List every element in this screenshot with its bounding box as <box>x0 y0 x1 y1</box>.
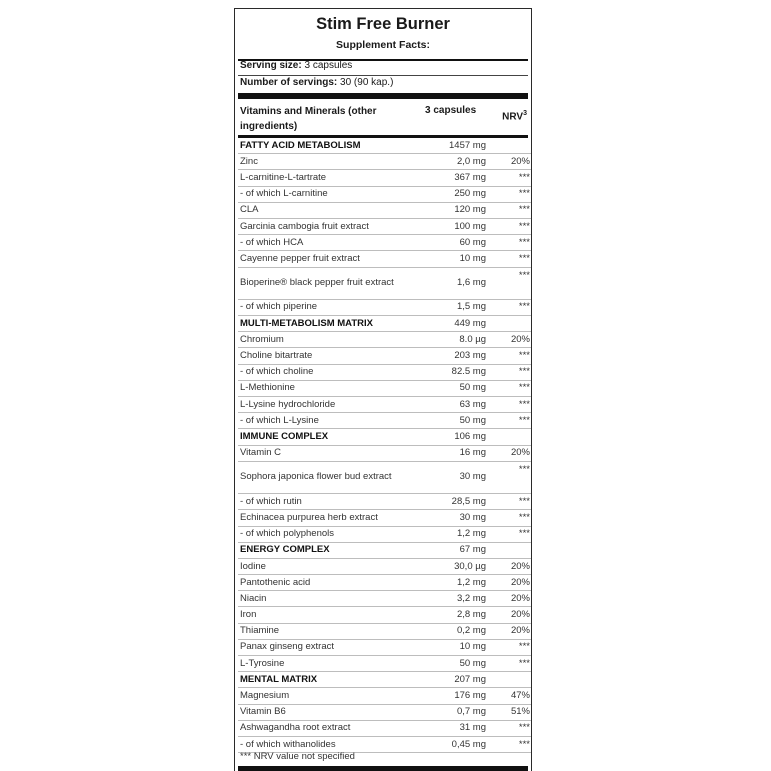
ingredient-row <box>238 299 531 315</box>
ingredient-name: MULTI-METABOLISM MATRIX <box>238 316 422 332</box>
ingredient-nrv: *** <box>486 299 531 315</box>
ingredient-nrv: *** <box>486 494 531 510</box>
ingredient-nrv: 20% <box>486 591 531 607</box>
ingredient-name: Echinacea purpurea herb extract <box>238 510 422 526</box>
ingredient-name: L-Methionine <box>238 380 422 396</box>
ingredient-row <box>238 656 531 672</box>
ingredient-amount: 50 mg <box>422 656 486 672</box>
ingredient-nrv: *** <box>486 202 531 218</box>
ingredient-row <box>238 154 531 170</box>
ingredient-name: Chromium <box>238 332 422 348</box>
ingredient-name: FATTY ACID METABOLISM <box>238 138 422 154</box>
ingredient-amount: 28,5 mg <box>422 494 486 510</box>
divider <box>238 75 528 76</box>
ingredient-amount: 1,2 mg <box>422 526 486 542</box>
ingredient-row <box>238 688 531 704</box>
ingredient-name: L-carnitine-L-tartrate <box>238 170 422 186</box>
ingredients-table <box>238 138 531 753</box>
ingredient-name: - of which L-carnitine <box>238 186 422 202</box>
ingredient-row <box>238 591 531 607</box>
ingredient-amount: 30 mg <box>422 461 486 493</box>
servings-count-value: 30 (90 kap.) <box>337 77 394 88</box>
ingredient-nrv: 20% <box>486 575 531 591</box>
ingredient-amount: 82.5 mg <box>422 364 486 380</box>
ingredient-name: Bioperine® black pepper fruit extract <box>238 267 422 299</box>
ingredient-nrv: *** <box>486 235 531 251</box>
ingredient-nrv <box>486 138 531 154</box>
ingredient-nrv: 20% <box>486 332 531 348</box>
ingredient-row <box>238 413 531 429</box>
ingredient-row <box>238 364 531 380</box>
ingredient-amount: 120 mg <box>422 202 486 218</box>
ingredient-nrv: *** <box>486 656 531 672</box>
ingredient-name: Zinc <box>238 154 422 170</box>
ingredient-row <box>238 720 531 736</box>
ingredient-name: CLA <box>238 202 422 218</box>
ingredient-nrv: *** <box>486 720 531 736</box>
ingredient-nrv: *** <box>486 186 531 202</box>
ingredient-amount: 203 mg <box>422 348 486 364</box>
ingredient-name: - of which withanolides <box>238 736 422 752</box>
column-header-amount: 3 capsules <box>425 105 477 116</box>
thick-divider <box>238 93 528 99</box>
ingredient-name: - of which choline <box>238 364 422 380</box>
ingredient-amount: 30,0 µg <box>422 558 486 574</box>
ingredient-nrv: *** <box>486 413 531 429</box>
ingredient-row <box>238 461 531 493</box>
ingredient-row <box>238 494 531 510</box>
ingredient-amount: 31 mg <box>422 720 486 736</box>
ingredient-amount: 250 mg <box>422 186 486 202</box>
ingredient-name: Thiamine <box>238 623 422 639</box>
ingredient-nrv: *** <box>486 397 531 413</box>
bottom-thick-divider <box>238 766 528 771</box>
ingredient-name: L-Lysine hydrochloride <box>238 397 422 413</box>
ingredient-row <box>238 218 531 234</box>
ingredient-name: Iodine <box>238 558 422 574</box>
ingredient-nrv: *** <box>486 736 531 752</box>
ingredient-row <box>238 397 531 413</box>
ingredient-amount: 106 mg <box>422 429 486 445</box>
ingredient-name: Vitamin C <box>238 445 422 461</box>
nrv-footnote-mark: 3 <box>523 110 527 117</box>
ingredient-row <box>238 445 531 461</box>
ingredient-amount: 0,7 mg <box>422 704 486 720</box>
ingredient-amount: 63 mg <box>422 397 486 413</box>
ingredient-nrv: *** <box>486 526 531 542</box>
ingredient-row <box>238 704 531 720</box>
ingredient-nrv: *** <box>486 267 531 299</box>
ingredient-amount: 0,45 mg <box>422 736 486 752</box>
ingredient-amount: 10 mg <box>422 251 486 267</box>
ingredient-name: Ashwagandha root extract <box>238 720 422 736</box>
ingredient-name: Magnesium <box>238 688 422 704</box>
supplement-facts-panel <box>234 8 532 771</box>
ingredient-nrv: 20% <box>486 623 531 639</box>
ingredient-name: L-Tyrosine <box>238 656 422 672</box>
ingredient-row <box>238 526 531 542</box>
ingredient-name: - of which rutin <box>238 494 422 510</box>
ingredient-row <box>238 380 531 396</box>
ingredient-nrv: 20% <box>486 154 531 170</box>
serving-size-value: 3 capsules <box>301 60 353 71</box>
ingredient-amount: 50 mg <box>422 380 486 396</box>
ingredient-amount: 16 mg <box>422 445 486 461</box>
ingredient-amount: 367 mg <box>422 170 486 186</box>
ingredient-name: IMMUNE COMPLEX <box>238 429 422 445</box>
ingredient-nrv: *** <box>486 639 531 655</box>
category-row <box>238 316 531 332</box>
ingredient-amount: 3,2 mg <box>422 591 486 607</box>
ingredient-amount: 2,0 mg <box>422 154 486 170</box>
ingredients-table-body <box>238 138 531 753</box>
ingredient-nrv: 20% <box>486 445 531 461</box>
ingredient-amount: 0,2 mg <box>422 623 486 639</box>
ingredient-row <box>238 186 531 202</box>
ingredient-name: Pantothenic acid <box>238 575 422 591</box>
category-row <box>238 542 531 558</box>
ingredient-row <box>238 235 531 251</box>
ingredient-row <box>238 639 531 655</box>
ingredient-amount: 60 mg <box>422 235 486 251</box>
column-header-ingredient: Vitamins and Minerals (other ingredients) <box>240 106 377 132</box>
category-row <box>238 138 531 154</box>
ingredient-amount: 30 mg <box>422 510 486 526</box>
ingredient-name: MENTAL MATRIX <box>238 672 422 688</box>
ingredient-nrv <box>486 316 531 332</box>
ingredient-amount: 50 mg <box>422 413 486 429</box>
ingredient-nrv: 20% <box>486 607 531 623</box>
ingredient-amount: 67 mg <box>422 542 486 558</box>
ingredient-row <box>238 575 531 591</box>
nrv-footnote: *** NRV value not specified <box>240 751 355 762</box>
ingredient-amount: 8.0 µg <box>422 332 486 348</box>
servings-count <box>240 77 393 88</box>
ingredient-name: Sophora japonica flower bud extract <box>238 461 422 493</box>
ingredient-row <box>238 251 531 267</box>
ingredient-row <box>238 558 531 574</box>
ingredient-name: Choline bitartrate <box>238 348 422 364</box>
servings-count-label: Number of servings: <box>240 77 338 88</box>
ingredient-nrv: 51% <box>486 704 531 720</box>
ingredient-name: - of which piperine <box>238 299 422 315</box>
ingredient-amount: 100 mg <box>422 218 486 234</box>
ingredient-amount: 207 mg <box>422 672 486 688</box>
ingredient-row <box>238 607 531 623</box>
ingredient-nrv: *** <box>486 348 531 364</box>
ingredient-name: Garcinia cambogia fruit extract <box>238 218 422 234</box>
ingredient-nrv <box>486 429 531 445</box>
ingredient-name: Niacin <box>238 591 422 607</box>
supplement-facts-heading: Supplement Facts: <box>336 39 430 51</box>
ingredient-name: Cayenne pepper fruit extract <box>238 251 422 267</box>
ingredient-amount: 10 mg <box>422 639 486 655</box>
ingredient-name: ENERGY COMPLEX <box>238 542 422 558</box>
ingredient-nrv: *** <box>486 251 531 267</box>
ingredient-row <box>238 267 531 299</box>
ingredient-nrv: *** <box>486 510 531 526</box>
ingredient-nrv: *** <box>486 364 531 380</box>
ingredient-nrv: *** <box>486 218 531 234</box>
ingredient-amount: 1,6 mg <box>422 267 486 299</box>
serving-size-label: Serving size: <box>240 60 302 71</box>
ingredient-name: - of which HCA <box>238 235 422 251</box>
ingredient-amount: 1457 mg <box>422 138 486 154</box>
ingredient-amount: 1,2 mg <box>422 575 486 591</box>
ingredient-amount: 2,8 mg <box>422 607 486 623</box>
category-row <box>238 672 531 688</box>
ingredient-row <box>238 348 531 364</box>
ingredient-nrv: *** <box>486 461 531 493</box>
nrv-label: NRV <box>502 111 524 123</box>
ingredient-nrv <box>486 672 531 688</box>
ingredient-name: - of which L-Lysine <box>238 413 422 429</box>
serving-size <box>240 60 352 71</box>
ingredient-amount: 449 mg <box>422 316 486 332</box>
ingredient-nrv <box>486 542 531 558</box>
ingredient-amount: 1,5 mg <box>422 299 486 315</box>
ingredient-nrv: 47% <box>486 688 531 704</box>
ingredient-name: Iron <box>238 607 422 623</box>
ingredient-nrv: *** <box>486 170 531 186</box>
product-title: Stim Free Burner <box>316 15 450 33</box>
ingredient-name: - of which polyphenols <box>238 526 422 542</box>
category-row <box>238 429 531 445</box>
ingredient-row <box>238 332 531 348</box>
ingredient-nrv: *** <box>486 380 531 396</box>
ingredient-nrv: 20% <box>486 558 531 574</box>
column-header-nrv <box>502 110 527 122</box>
ingredient-row <box>238 510 531 526</box>
ingredient-name: Vitamin B6 <box>238 704 422 720</box>
ingredient-name: Panax ginseng extract <box>238 639 422 655</box>
ingredient-amount: 176 mg <box>422 688 486 704</box>
ingredient-row <box>238 170 531 186</box>
ingredient-row <box>238 623 531 639</box>
ingredient-row <box>238 202 531 218</box>
